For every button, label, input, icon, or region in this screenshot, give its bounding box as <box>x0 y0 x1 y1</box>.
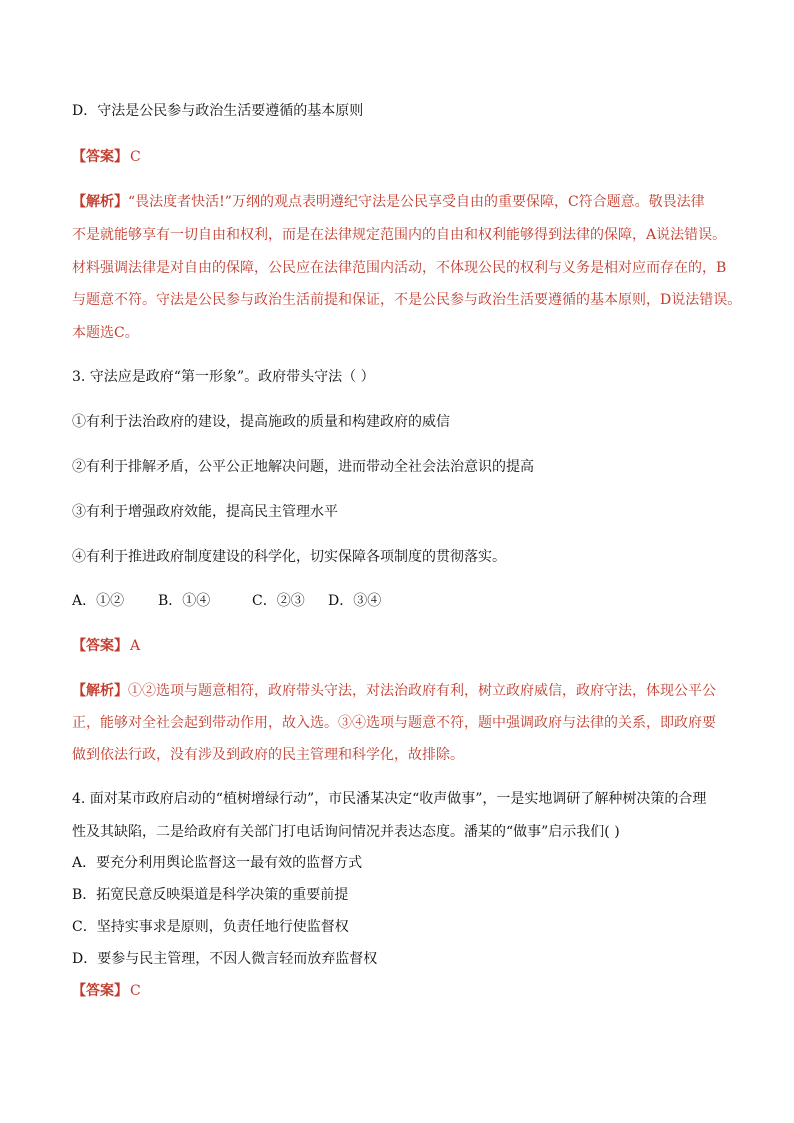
q3-option-d: D．③④ <box>328 593 382 609</box>
q3-statement-4: ④有利于推进政府制度建设的科学化，切实保障各项制度的贯彻落实。 <box>72 549 506 565</box>
q3-analysis-line-2: 正，能够对全社会起到带动作用，故入选。③④选项与题意不符，题中强调政府与法律的关系，即政府要 <box>72 715 716 731</box>
q2-analysis-line-2: 不是就能够享有一切自由和权利，而是在法律规定范围内的自由和权利能够得到法律的保障，A说法错误。 <box>72 227 727 243</box>
answer-tag: 【答案】 <box>72 638 128 654</box>
q3-option-c: C．②③ <box>252 593 305 609</box>
q3-answer <box>72 637 732 655</box>
q4-option-d: D．要参与民主管理，不因人微言轻而放弃监督权 <box>72 951 378 967</box>
q3-analysis-line-1 <box>72 682 732 700</box>
q2-analysis-line-5: 本题选C。 <box>72 325 139 341</box>
analysis-text: ①②选项与题意相符，政府带头守法，对法治政府有利，树立政府威信，政府守法，体现公平公 <box>128 683 716 699</box>
answer-value: A <box>130 638 141 654</box>
answer-tag: 【答案】 <box>72 149 128 165</box>
q2-analysis-line-3: 材料强调法律是对自由的保障，公民应在法律范围内活动，不体现公民的权利与义务是相对应而存在的，B <box>72 260 727 276</box>
q4-answer <box>72 982 732 1000</box>
analysis-tag: 【解析】 <box>72 194 128 210</box>
q4-option-b: B．拓宽民意反映渠道是科学决策的重要前提 <box>72 887 349 903</box>
q3-option-b: B．①④ <box>158 593 211 609</box>
q3-analysis-line-3: 做到依法行政，没有涉及到政府的民主管理和科学化，故排除。 <box>72 747 464 763</box>
q2-analysis-line-4: 与题意不符。守法是公民参与政治生活前提和保证，不是公民参与政治生活要遵循的基本原则，D说法错误。 <box>72 292 742 308</box>
q4-stem-line-1: 4. 面对某市政府启动的“植树增绿行动”，市民潘某决定“收声做事”，一是实地调研了解种树决策的合理 <box>72 791 707 807</box>
q3-statement-2: ②有利于排解矛盾，公平公正地解决问题，进而带动全社会法治意识的提高 <box>72 459 534 475</box>
q4-stem-line-2: 性及其缺陷，二是给政府有关部门打电话询问情况并表达态度。潘某的“做事”启示我们( ) <box>72 824 620 840</box>
q2-answer <box>72 148 732 166</box>
answer-value: C <box>130 983 141 999</box>
q3-statement-1: ①有利于法治政府的建设，提高施政的质量和构建政府的威信 <box>72 414 450 430</box>
q3-statement-3: ③有利于增强政府效能，提高民主管理水平 <box>72 504 338 520</box>
answer-tag: 【答案】 <box>72 983 128 999</box>
q3-option-a: A．①② <box>72 593 125 609</box>
q3-options <box>72 592 732 610</box>
analysis-text: “畏法度者快活!”万纲的观点表明遵纪守法是公民享受自由的重要保障，C符合题意。敬畏法律 <box>128 194 705 210</box>
answer-value: C <box>130 149 141 165</box>
q3-stem: 3. 守法应是政府“第一形象”。政府带头守法（ ） <box>72 369 375 385</box>
q2-analysis-line-1 <box>72 193 732 211</box>
q4-option-c: C．坚持实事求是原则，负责任地行使监督权 <box>72 919 349 935</box>
q2-option-d: D．守法是公民参与政治生活要遵循的基本原则 <box>72 103 364 119</box>
analysis-tag: 【解析】 <box>72 683 128 699</box>
q4-option-a: A．要充分利用舆论监督这一最有效的监督方式 <box>72 855 363 871</box>
